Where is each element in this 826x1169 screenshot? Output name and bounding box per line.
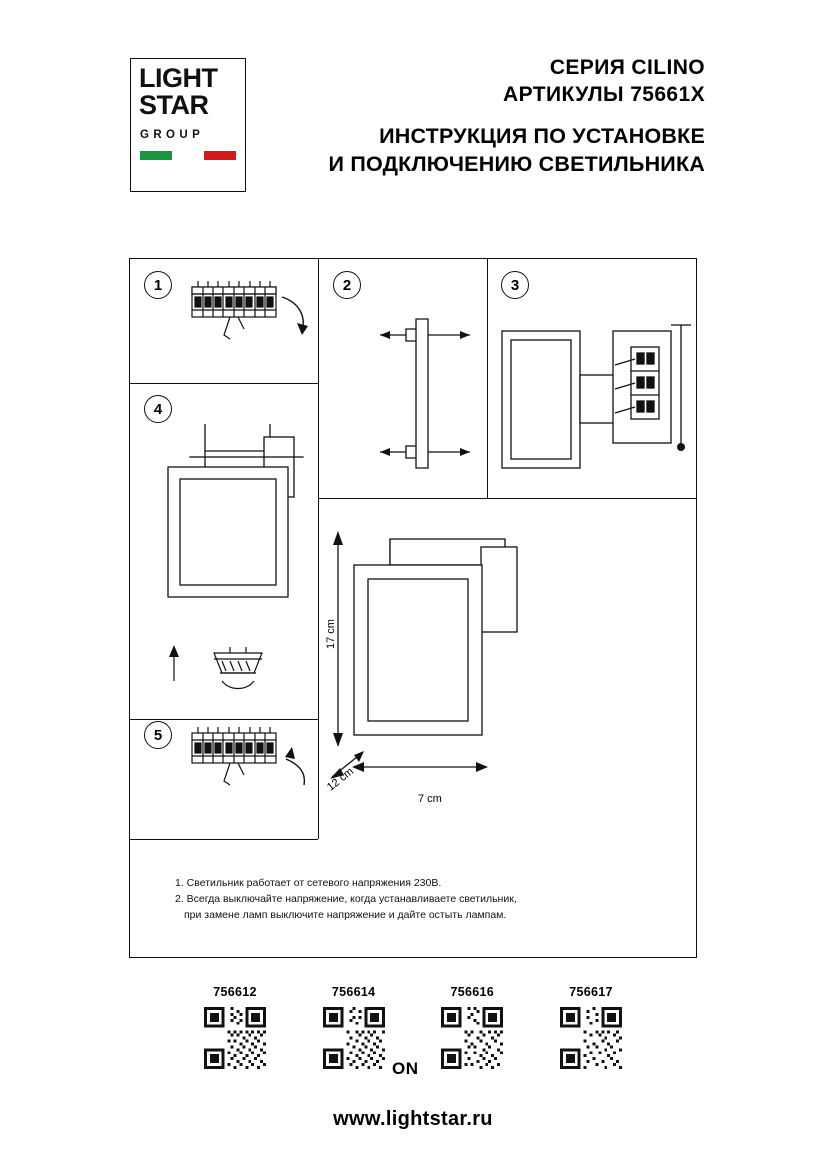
- divider: [487, 259, 488, 498]
- qr-label: 756617: [569, 985, 613, 999]
- step-3-illustration: [495, 307, 695, 492]
- qr-label: 756614: [331, 985, 376, 999]
- qr-code-icon: [441, 1007, 503, 1069]
- note-line-3: при замене ламп выключите напряжение и дайте остыть лампам.: [184, 909, 507, 921]
- dimension-drawing: [326, 509, 686, 829]
- note-line-2: 2. Всегда выключайте напряжение, когда устанавливаете светильник,: [175, 893, 517, 905]
- step-number-1: 1: [144, 271, 172, 299]
- divider: [318, 498, 696, 499]
- logo-group-label: GROUP: [140, 129, 205, 141]
- note-line-1: 1. Светильник работает от сетевого напряжения 230В.: [175, 877, 442, 889]
- notes: [175, 875, 645, 923]
- website-url[interactable]: www.lightstar.ru: [333, 1108, 493, 1130]
- qr-code-row: [200, 985, 626, 1069]
- qr-item: [319, 985, 389, 1069]
- step-4-bulb-illustration: [158, 619, 308, 699]
- qr-code-icon: [204, 1007, 266, 1069]
- divider: [130, 383, 318, 384]
- step-number-4: 4: [144, 395, 172, 423]
- qr-item: [437, 985, 507, 1069]
- step-1-illustration: [182, 273, 317, 373]
- instruction-title-line-1: ИНСТРУКЦИЯ ПО УСТАНОВКЕ: [379, 124, 705, 148]
- step-5-caption: ON: [392, 1059, 419, 1078]
- title-block: [250, 54, 705, 178]
- dimension-height-label: 17 cm: [325, 619, 337, 649]
- dimension-width-label: 7 cm: [418, 793, 442, 805]
- instruction-title-line-2: И ПОДКЛЮЧЕНИЮ СВЕТИЛЬНИКА: [328, 152, 705, 176]
- qr-label: 756616: [450, 985, 495, 999]
- series-label: СЕРИЯ CILINO: [549, 56, 705, 79]
- step-2-illustration: [370, 311, 485, 476]
- step-number-3: 3: [501, 271, 529, 299]
- step-number-2: 2: [333, 271, 361, 299]
- qr-label: 756612: [213, 985, 257, 999]
- step-5-illustration: [182, 719, 317, 824]
- qr-code-icon: [560, 1007, 622, 1069]
- logo-text: [139, 65, 239, 119]
- articles-label: АРТИКУЛЫ 75661X: [503, 83, 705, 106]
- step-4-illustration: [160, 419, 320, 609]
- italian-flag-icon: [140, 151, 236, 160]
- qr-code-icon: [323, 1007, 385, 1069]
- logo: [130, 58, 246, 192]
- logo-line-2: STAR: [139, 90, 209, 120]
- dimension-depth-label: 12 cm: [325, 765, 357, 794]
- page-header: [0, 40, 826, 200]
- divider: [130, 839, 318, 840]
- logo-line-1: LIGHT: [139, 63, 218, 93]
- step-number-5: 5: [144, 721, 172, 749]
- qr-item: [200, 985, 270, 1069]
- qr-item: [556, 985, 626, 1069]
